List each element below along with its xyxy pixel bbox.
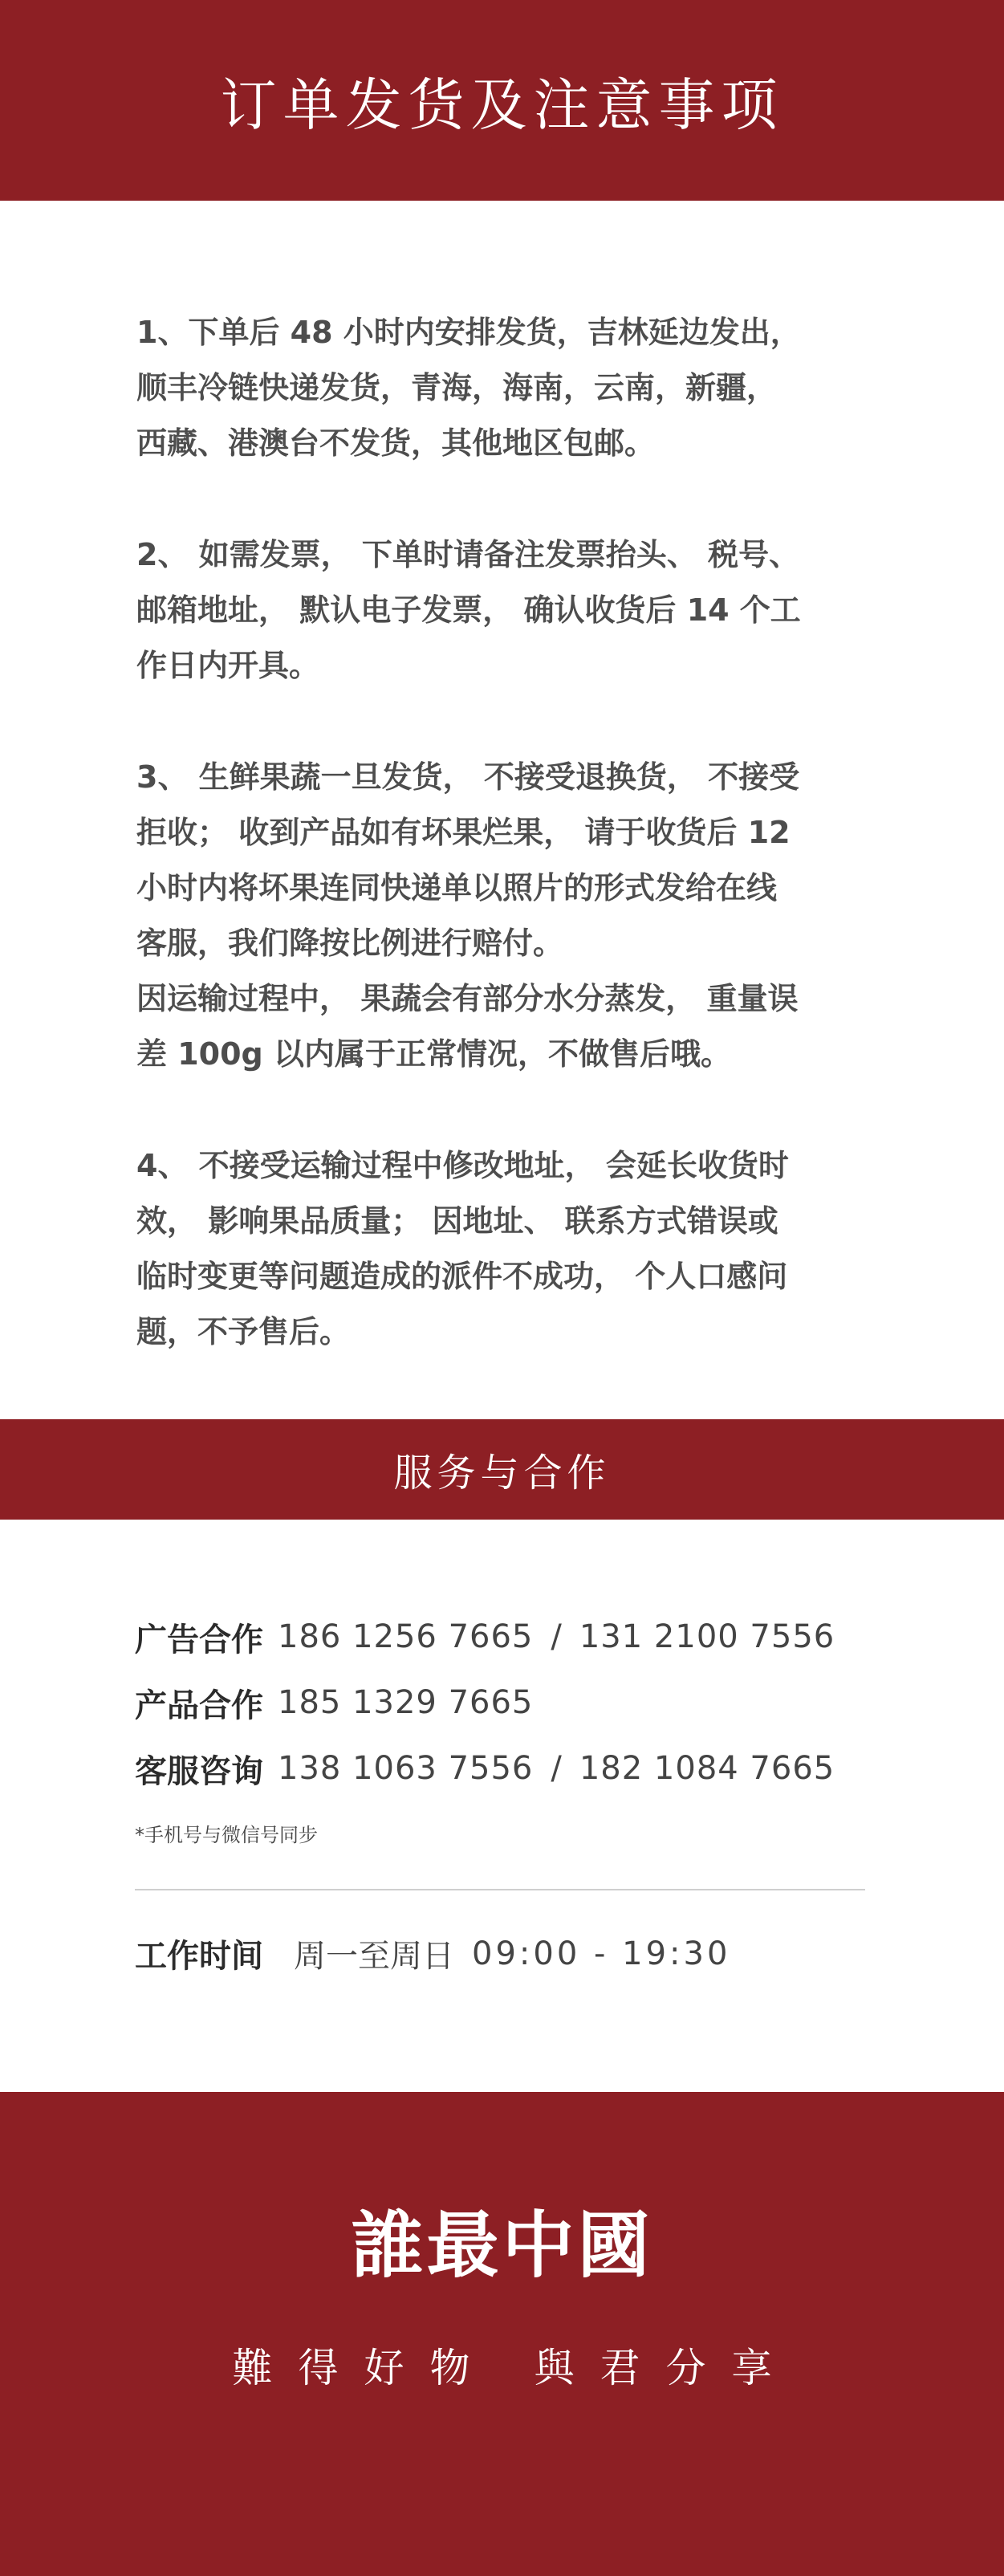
hours-time: 09:00 - 19:30 xyxy=(472,1935,731,1972)
ad-phone-1[interactable]: 186 1256 7665 xyxy=(278,1618,534,1655)
note-line: 客服，我们降按比例进行赔付。 xyxy=(136,926,564,961)
note-line: 邮箱地址， 默认电子发票， 确认收货后 14 个工 xyxy=(136,592,801,628)
note-line: 作日内开具。 xyxy=(136,648,320,683)
working-hours xyxy=(135,1931,868,1976)
shipping-notes xyxy=(0,201,1004,1419)
contact-row-support xyxy=(135,1736,868,1801)
note-line: 小时内将坏果连同快递单以照片的形式发给在线 xyxy=(136,870,778,905)
header-banner xyxy=(0,0,1004,201)
ad-phone-2[interactable]: 131 2100 7556 xyxy=(579,1618,835,1655)
note-line: 2、 如需发票， 下单时请备注发票抬头、 税号、 xyxy=(136,537,800,572)
page-title: 订单发货及注意事项 xyxy=(220,71,784,138)
note-item-1 xyxy=(136,305,868,471)
note-line: 效， 影响果品质量； 因地址、 联系方式错误或 xyxy=(136,1203,778,1239)
contact-row-product xyxy=(135,1670,868,1736)
support-phone-1[interactable]: 138 1063 7556 xyxy=(278,1750,534,1787)
note-line: 拒收； 收到产品如有坏果烂果， 请于收货后 12 xyxy=(136,815,791,850)
contact-row-ad xyxy=(135,1604,868,1670)
contact-label-ad: 广告合作 xyxy=(135,1621,263,1658)
footer-banner xyxy=(0,2092,1004,2576)
note-item-3 xyxy=(136,750,868,1082)
contact-label-support: 客服咨询 xyxy=(135,1752,263,1790)
hours-days: 周一至周日 xyxy=(294,1938,454,1975)
note-line: 4、 不接受运输过程中修改地址， 会延长收货时 xyxy=(136,1148,789,1183)
phone-separator: / xyxy=(551,1618,562,1655)
brand-tagline: 難得好物 與君分享 xyxy=(232,2345,798,2391)
note-item-4 xyxy=(136,1138,868,1360)
hours-label: 工作时间 xyxy=(135,1938,263,1975)
phone-separator: / xyxy=(551,1750,562,1787)
note-item-2 xyxy=(136,527,868,694)
support-phone-2[interactable]: 182 1084 7665 xyxy=(579,1750,835,1787)
note-line: 题，不予售后。 xyxy=(136,1314,351,1349)
note-line: 因运输过程中， 果蔬会有部分水分蒸发， 重量误 xyxy=(136,981,799,1016)
divider xyxy=(135,1889,865,1890)
note-line: 3、 生鲜果蔬一旦发货， 不接受退换货， 不接受 xyxy=(136,759,800,795)
service-title: 服务与合作 xyxy=(393,1451,611,1496)
note-line: 顺丰冷链快递发货，青海，海南，云南，新疆， xyxy=(136,370,778,405)
contact-label-product: 产品合作 xyxy=(135,1687,263,1724)
service-banner xyxy=(0,1419,1004,1520)
brand-logo: 誰最中國 xyxy=(351,2203,653,2288)
note-line: 西藏、港澳台不发货，其他地区包邮。 xyxy=(136,425,656,461)
contact-section xyxy=(0,1520,1004,2092)
note-line: 1、下单后 48 小时内安排发货，吉林延边发出， xyxy=(136,315,801,350)
contact-footnote: *手机号与微信号同步 xyxy=(135,1824,318,1846)
product-phone-1[interactable]: 185 1329 7665 xyxy=(278,1684,534,1721)
note-line: 差 100g 以内属于正常情况，不做售后哦。 xyxy=(136,1036,731,1072)
note-line: 临时变更等问题造成的派件不成功， 个人口感问 xyxy=(136,1259,788,1294)
